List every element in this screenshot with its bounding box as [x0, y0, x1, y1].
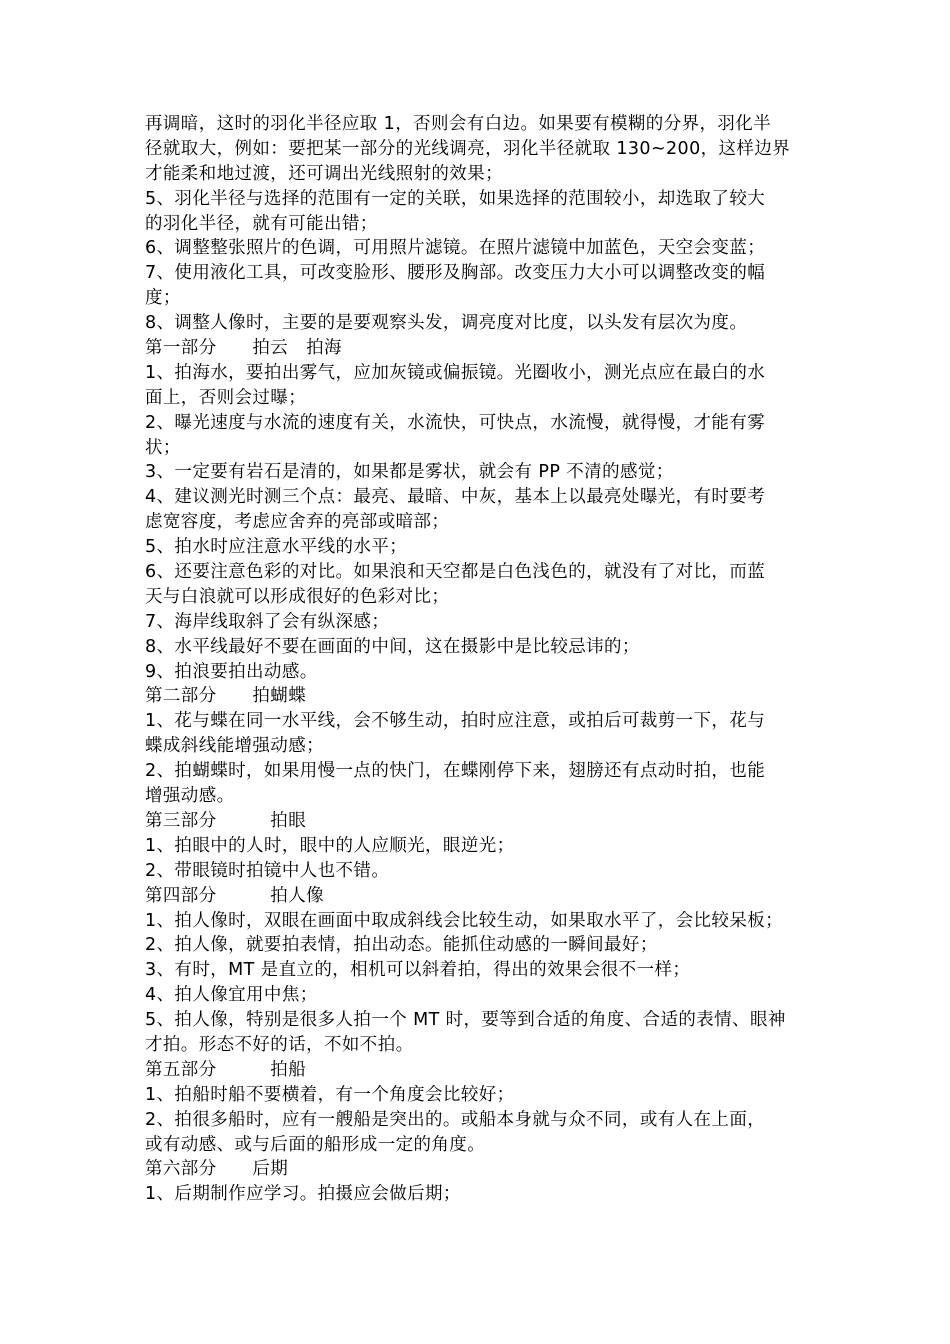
text-line: 6、还要注意色彩的对比。如果浪和天空都是白色浅色的，就没有了对比，而蓝	[145, 562, 766, 583]
text-line: 蝶成斜线能增强动感；	[145, 736, 324, 757]
text-line: 或有动感、或与后面的船形成一定的角度。	[145, 1134, 486, 1155]
section-heading: 第二部分 拍蝴蝶	[145, 686, 307, 707]
section-heading: 第三部分 拍眼	[145, 810, 307, 831]
text-line: 1、拍人像时，双眼在画面中取成斜线会比较生动，如果取水平了，会比较呆板；	[145, 910, 784, 931]
section-heading: 第六部分 后期	[145, 1159, 289, 1180]
text-line: 1、拍船时船不要横着，有一个角度会比较好；	[145, 1084, 515, 1105]
text-line: 状；	[145, 437, 181, 458]
section-heading: 第一部分 拍云 拍海	[145, 338, 342, 359]
text-line: 7、海岸线取斜了会有纵深感；	[145, 611, 390, 632]
text-line: 3、一定要有岩石是清的，如果都是雾状，就会有 PP 不清的感觉；	[145, 462, 674, 483]
text-line: 1、拍眼中的人时，眼中的人应顺光，眼逆光；	[145, 835, 515, 856]
text-line: 度；	[145, 288, 181, 309]
text-line: 3、有时，MT 是直立的，相机可以斜着拍，得出的效果会很不一样；	[145, 960, 691, 981]
text-line: 的羽化半径，就有可能出错；	[145, 213, 378, 234]
text-line: 1、花与蝶在同一水平线，会不够生动，拍时应注意，或拍后可裁剪一下，花与	[145, 711, 766, 732]
text-line: 4、建议测光时测三个点：最亮、最暗、中灰，基本上以最亮处曝光，有时要考	[145, 487, 766, 508]
text-line: 5、羽化半径与选择的范围有一定的关联，如果选择的范围较小，却选取了较大	[145, 188, 766, 209]
text-line: 2、拍蝴蝶时，如果用慢一点的快门，在蝶刚停下来，翅膀还有点动时拍，也能	[145, 761, 766, 782]
text-line: 才能柔和地过渡，还可调出光线照射的效果；	[145, 163, 503, 184]
text-line: 再调暗，这时的羽化半径应取 1，否则会有白边。如果要有模糊的分界，羽化半	[145, 114, 772, 134]
text-line: 2、拍人像，就要拍表情，拍出动态。能抓住动感的一瞬间最好；	[145, 935, 658, 956]
text-line: 天与白浪就可以形成很好的色彩对比；	[145, 586, 450, 607]
text-line: 2、拍很多船时，应有一艘船是突出的。或船本身就与众不同，或有人在上面，	[145, 1109, 766, 1130]
document-page	[145, 112, 810, 1207]
text-line: 1、拍海水，要拍出雾气，应加灰镜或偏振镜。光圈收小，测光点应在最白的水	[145, 362, 766, 383]
text-line: 8、调整人像时，主要的是要观察头发，调亮度对比度，以头发有层次为度。	[145, 313, 748, 334]
section-heading: 第四部分 拍人像	[145, 885, 324, 906]
text-line: 增强动感。	[145, 786, 235, 807]
text-line: 5、拍人像，特别是很多人拍一个 MT 时，要等到合适的角度、合适的表情、眼神	[145, 1010, 786, 1031]
text-line: 6、调整整张照片的色调，可用照片滤镜。在照片滤镜中加蓝色，天空会变蓝；	[145, 238, 766, 259]
text-line: 2、带眼镜时拍镜中人也不错。	[145, 860, 390, 881]
text-line: 径就取大，例如：要把某一部分的光线调亮，羽化半径就取 130~200，这样边界	[145, 138, 791, 159]
text-line: 面上，否则会过曝；	[145, 387, 307, 408]
text-line: 1、后期制作应学习。拍摄应会做后期；	[145, 1184, 461, 1205]
text-line: 5、拍水时应注意水平线的水平；	[145, 537, 408, 558]
text-line: 9、拍浪要拍出动感。	[145, 661, 318, 682]
text-line: 8、水平线最好不要在画面的中间，这在摄影中是比较忌讳的；	[145, 636, 640, 657]
text-line: 2、曝光速度与水流的速度有关，水流快，可快点，水流慢，就得慢，才能有雾	[145, 412, 766, 433]
text-line: 虑宽容度，考虑应舍弃的亮部或暗部；	[145, 512, 450, 533]
text-line: 才拍。形态不好的话，不如不拍。	[145, 1034, 414, 1055]
section-heading: 第五部分 拍船	[145, 1059, 307, 1080]
text-line: 4、拍人像宜用中焦；	[145, 985, 318, 1006]
text-line: 7、使用液化工具，可改变脸形、腰形及胸部。改变压力大小可以调整改变的幅	[145, 263, 766, 284]
